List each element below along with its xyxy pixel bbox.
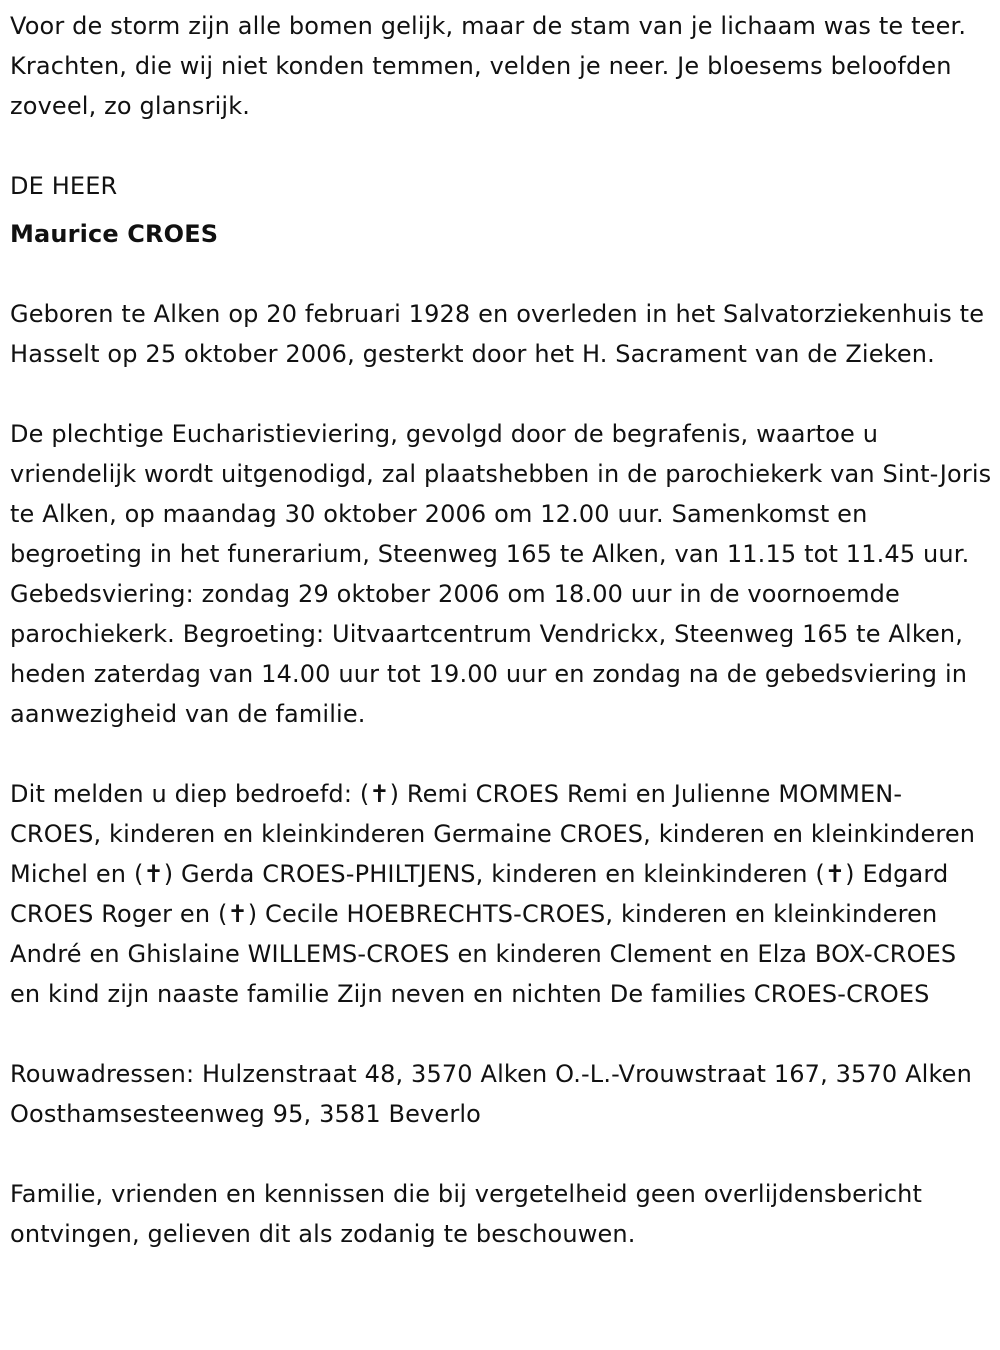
spacer <box>10 254 992 294</box>
family-paragraph: Dit melden u diep bedroefd: (✝) Remi CROES Remi en Julienne MOMMEN-CROES, kinderen en kleinkinderen Germaine CROES, kinderen en kleinkinderen Michel en (✝) Gerda CROES-PHILTJENS, kinderen en kleinkinderen (✝) Edgard CROES Roger en (✝) Cecile HOEBRECHTS-CROES, kinderen en kleinkinderen André en Ghislaine WILLEMS-CROES en kinderen Clement en Elza BOX-CROES en kind zijn naaste familie Zijn neven en nichten De families CROES-CROES <box>10 780 976 1008</box>
spacer <box>10 126 992 166</box>
birth-death-paragraph: Geboren te Alken op 20 februari 1928 en overleden in het Salvatorziekenhuis te Hasselt op 25 oktober 2006, gesterkt door het H. Sacrament van de Zieken. <box>10 300 985 368</box>
spacer <box>10 734 992 774</box>
addresses-paragraph: Rouwadressen: Hulzenstraat 48, 3570 Alken O.-L.-Vrouwstraat 167, 3570 Alken Oosthamsesteenweg 95, 3581 Beverlo <box>10 1060 972 1128</box>
spacer <box>10 1014 992 1054</box>
deceased-name: Maurice CROES <box>10 220 219 248</box>
spacer <box>10 374 992 414</box>
poem-paragraph: Voor de storm zijn alle bomen gelijk, maar de stam van je lichaam was te teer. Krachten, die wij niet konden temmen, velden je neer. Je bloesems beloofden zoveel, zo glansrijk. <box>10 12 967 120</box>
ceremony-paragraph: De plechtige Eucharistieviering, gevolgd door de begrafenis, waartoe u vriendelijk wordt uitgenodigd, zal plaatshebben in de parochiekerk van Sint-Joris te Alken, op maandag 30 oktober 2006 om 12.00 uur. Samenkomst en begroeting in het funerarium, Steenweg 165 te Alken, van 11.15 tot 11.45 uur. Gebedsviering: zondag 29 oktober 2006 om 18.00 uur in de voornoemde parochiekerk. Begroeting: Uitvaartcentrum Vendrickx, Steenweg 165 te Alken, heden zaterdag van 14.00 uur tot 19.00 uur en zondag na de gebedsviering in aanwezigheid van de familie. <box>10 420 992 728</box>
honorific-title: DE HEER <box>10 172 118 200</box>
spacer <box>10 1134 992 1174</box>
closing-paragraph: Familie, vrienden en kennissen die bij vergetelheid geen overlijdensbericht ontvingen, gelieven dit als zodanig te beschouwen. <box>10 1180 923 1248</box>
obituary-document <box>10 6 992 1254</box>
